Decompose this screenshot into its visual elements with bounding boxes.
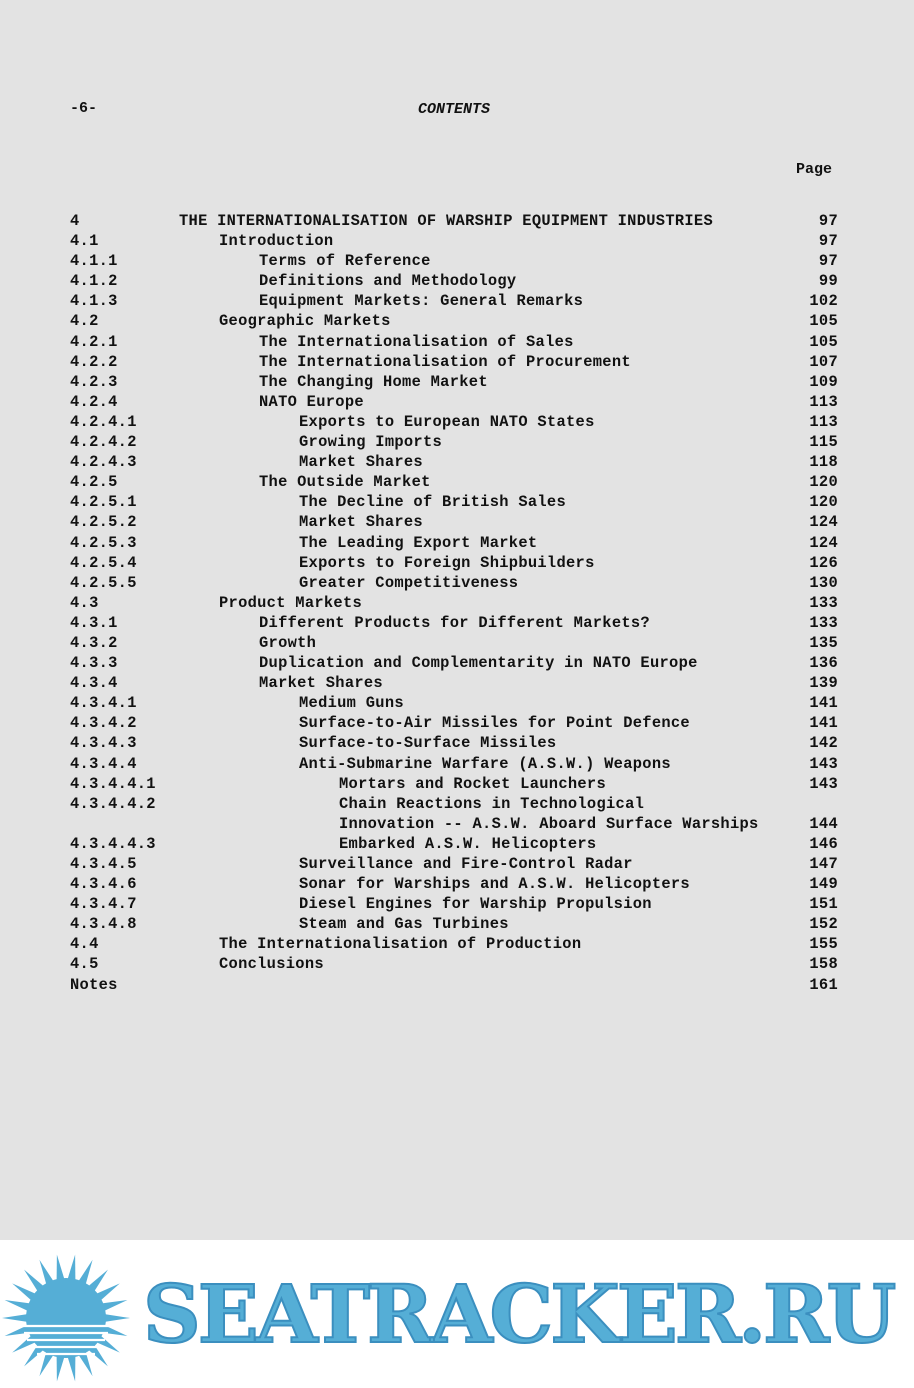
toc-section-number: 4.3.4.4.2 bbox=[70, 794, 156, 813]
toc-section-number: 4.2.5.1 bbox=[70, 493, 137, 512]
toc-section-title: Growth bbox=[259, 633, 317, 652]
toc-page-number: 141 bbox=[809, 714, 838, 733]
toc-entry bbox=[0, 412, 914, 432]
toc-section-number: 4.3.2 bbox=[70, 633, 118, 652]
toc-section-title: Greater Competitiveness bbox=[299, 573, 519, 592]
toc-entry bbox=[0, 954, 914, 974]
toc-entry bbox=[0, 733, 914, 753]
toc-section-title: Market Shares bbox=[299, 513, 423, 532]
toc-section-number: 4.1.1 bbox=[70, 252, 118, 271]
toc-section-title: The Outside Market bbox=[259, 473, 431, 492]
toc-entry bbox=[0, 633, 914, 653]
toc-page-number: 97 bbox=[818, 232, 838, 251]
toc-page-number: 135 bbox=[809, 633, 838, 652]
toc-entry bbox=[0, 553, 914, 573]
toc-section-number: 4.1 bbox=[70, 232, 99, 251]
toc-entry bbox=[0, 392, 914, 412]
page-title: CONTENTS bbox=[418, 101, 491, 118]
toc-page-number: 146 bbox=[809, 834, 838, 853]
toc-section-title: Market Shares bbox=[259, 674, 383, 693]
toc-section-title: Sonar for Warships and A.S.W. Helicopters bbox=[299, 875, 690, 894]
toc-entry bbox=[0, 653, 914, 673]
toc-entry bbox=[0, 231, 914, 251]
toc-page-number: 139 bbox=[809, 674, 838, 693]
toc-entry bbox=[0, 834, 914, 854]
toc-section-number: 4.3.4.3 bbox=[70, 734, 137, 753]
toc-section-number: 4.5 bbox=[70, 955, 99, 974]
toc-entry bbox=[0, 452, 914, 472]
toc-page-number: 107 bbox=[809, 352, 838, 371]
toc-section-number: 4.2.5 bbox=[70, 473, 118, 492]
toc-section-number: 4.3 bbox=[70, 593, 99, 612]
toc-entry bbox=[0, 512, 914, 532]
toc-section-number: 4.1.3 bbox=[70, 292, 118, 311]
toc-entry bbox=[0, 854, 914, 874]
toc-section-number: 4.4 bbox=[70, 935, 99, 954]
toc-section-number: 4.2.5.3 bbox=[70, 533, 137, 552]
toc-section-title: Geographic Markets bbox=[219, 312, 391, 331]
toc-page-number: 105 bbox=[809, 312, 838, 331]
toc-section-title: Chain Reactions in Technological bbox=[339, 794, 645, 813]
toc-page-number: 143 bbox=[809, 754, 838, 773]
toc-section-number: 4.2.3 bbox=[70, 372, 118, 391]
toc-section-title: Conclusions bbox=[219, 955, 324, 974]
toc-entry bbox=[0, 914, 914, 934]
toc-entry bbox=[0, 352, 914, 372]
toc-entry bbox=[0, 814, 914, 834]
toc-section-title: The Decline of British Sales bbox=[299, 493, 567, 512]
toc-section-number: 4.2 bbox=[70, 312, 99, 331]
toc-page-number: 118 bbox=[809, 453, 838, 472]
toc-page-number: 161 bbox=[809, 975, 838, 994]
toc-page-number: 136 bbox=[809, 654, 838, 673]
toc-section-title: The Changing Home Market bbox=[259, 372, 488, 391]
toc-section-title: The Leading Export Market bbox=[299, 533, 538, 552]
toc-page-number: 97 bbox=[818, 252, 838, 271]
toc-section-number: 4.3.1 bbox=[70, 613, 118, 632]
toc-page-number: 109 bbox=[809, 372, 838, 391]
toc-entry bbox=[0, 533, 914, 553]
toc-entry bbox=[0, 874, 914, 894]
sun-ray bbox=[2, 1314, 28, 1322]
toc-entry bbox=[0, 774, 914, 794]
toc-section-title: Surface-to-Air Missiles for Point Defence bbox=[299, 714, 690, 733]
toc-section-number: 4.3.4.4.3 bbox=[70, 834, 156, 853]
toc-entry bbox=[0, 271, 914, 291]
toc-section-title: Embarked A.S.W. Helicopters bbox=[339, 834, 597, 853]
toc-entry bbox=[0, 613, 914, 633]
toc-page-number: 151 bbox=[809, 895, 838, 914]
toc-page-number: 155 bbox=[809, 935, 838, 954]
toc-section-number: 4.3.4.8 bbox=[70, 915, 137, 934]
toc-section-number: 4.2.4.2 bbox=[70, 433, 137, 452]
toc-section-number: 4.3.4.1 bbox=[70, 694, 137, 713]
toc-section-number: 4.3.4.2 bbox=[70, 714, 137, 733]
sun-ray bbox=[67, 1255, 75, 1282]
toc-page-number: 158 bbox=[809, 955, 838, 974]
toc-section-number: 4.3.3 bbox=[70, 654, 118, 673]
toc-entry bbox=[0, 573, 914, 593]
toc-entry bbox=[0, 673, 914, 693]
sun-logo-icon bbox=[0, 1254, 140, 1382]
toc-section-title: Terms of Reference bbox=[259, 252, 431, 271]
toc-section-number: 4.2.4 bbox=[70, 392, 118, 411]
page-number: -6- bbox=[70, 100, 98, 117]
toc-section-number: 4.2.1 bbox=[70, 332, 118, 351]
toc-page-number: 97 bbox=[818, 212, 838, 230]
toc-entry bbox=[0, 291, 914, 311]
toc-section-title: Duplication and Complementarity in NATO Europe bbox=[259, 654, 698, 673]
toc-section-title: Medium Guns bbox=[299, 694, 404, 713]
sun-ray bbox=[67, 1355, 75, 1382]
toc-page-number: 133 bbox=[809, 593, 838, 612]
sun-ray bbox=[57, 1255, 65, 1282]
toc-page-number: 144 bbox=[809, 814, 838, 833]
page-column-heading: Page bbox=[796, 161, 833, 178]
toc-section-number: 4.3.4.4 bbox=[70, 754, 137, 773]
toc-section-title: NATO Europe bbox=[259, 392, 364, 411]
toc-entry bbox=[0, 934, 914, 954]
toc-section-title: Exports to European NATO States bbox=[299, 412, 595, 431]
toc-section-number: 4.2.2 bbox=[70, 352, 118, 371]
toc-section-title: Product Markets bbox=[219, 593, 363, 612]
toc-section-title: Introduction bbox=[219, 232, 334, 251]
toc-section-number: 4.2.5.4 bbox=[70, 553, 137, 572]
toc-page-number: 149 bbox=[809, 875, 838, 894]
toc-page-number: 152 bbox=[809, 915, 838, 934]
toc-page-number: 141 bbox=[809, 694, 838, 713]
table-of-contents bbox=[0, 211, 914, 995]
toc-section-number: 4.3.4.5 bbox=[70, 855, 137, 873]
toc-section-number: 4 bbox=[70, 212, 80, 230]
toc-section-number: Notes bbox=[70, 975, 118, 994]
toc-entry bbox=[0, 311, 914, 331]
toc-page-number: 142 bbox=[809, 734, 838, 753]
toc-page-number: 147 bbox=[809, 855, 838, 873]
toc-section-number: 4.3.4.4.1 bbox=[70, 774, 156, 793]
toc-page-number: 124 bbox=[809, 513, 838, 532]
toc-entry bbox=[0, 492, 914, 512]
watermark-banner bbox=[0, 1240, 914, 1388]
toc-entry bbox=[0, 432, 914, 452]
toc-entry bbox=[0, 794, 914, 814]
toc-entry bbox=[0, 251, 914, 271]
toc-section-number: 4.2.4.1 bbox=[70, 412, 137, 431]
toc-entry bbox=[0, 211, 914, 231]
toc-section-title: Diesel Engines for Warship Propulsion bbox=[299, 895, 652, 914]
toc-page-number: 115 bbox=[809, 433, 838, 452]
toc-entry bbox=[0, 372, 914, 392]
toc-entry bbox=[0, 693, 914, 713]
toc-section-title: The Internationalisation of Sales bbox=[259, 332, 574, 351]
toc-section-number: 4.1.2 bbox=[70, 272, 118, 291]
toc-section-title: Innovation -- A.S.W. Aboard Surface Warships bbox=[339, 814, 759, 833]
toc-section-title: The Internationalisation of Procurement bbox=[259, 352, 631, 371]
toc-section-title: THE INTERNATIONALISATION OF WARSHIP EQUIPMENT INDUSTRIES bbox=[179, 212, 714, 230]
toc-entry bbox=[0, 332, 914, 352]
toc-entry bbox=[0, 894, 914, 914]
toc-section-title: The Internationalisation of Production bbox=[219, 935, 582, 954]
toc-section-title: Market Shares bbox=[299, 453, 423, 472]
toc-page-number: 105 bbox=[809, 332, 838, 351]
toc-section-title: Different Products for Different Markets? bbox=[259, 613, 650, 632]
toc-page-number: 120 bbox=[809, 473, 838, 492]
toc-page-number: 113 bbox=[809, 392, 838, 411]
toc-page-number: 130 bbox=[809, 573, 838, 592]
toc-page-number: 126 bbox=[809, 553, 838, 572]
toc-page-number: 120 bbox=[809, 493, 838, 512]
toc-section-title: Growing Imports bbox=[299, 433, 443, 452]
toc-section-title: Mortars and Rocket Launchers bbox=[339, 774, 607, 793]
toc-section-number: 4.3.4.7 bbox=[70, 895, 137, 914]
watermark-text: SEATRACKER.RU bbox=[143, 1267, 894, 1361]
toc-page-number: 113 bbox=[809, 412, 838, 431]
toc-section-title: Surveillance and Fire-Control Radar bbox=[299, 855, 633, 873]
toc-entry bbox=[0, 975, 914, 995]
sun-ray bbox=[104, 1314, 130, 1322]
toc-page-number: 99 bbox=[818, 272, 838, 291]
toc-section-title: Steam and Gas Turbines bbox=[299, 915, 509, 934]
toc-section-title: Exports to Foreign Shipbuilders bbox=[299, 553, 595, 572]
toc-entry bbox=[0, 713, 914, 733]
toc-section-number: 4.3.4.6 bbox=[70, 875, 137, 894]
toc-entry bbox=[0, 593, 914, 613]
toc-page-number: 124 bbox=[809, 533, 838, 552]
toc-section-title: Definitions and Methodology bbox=[259, 272, 517, 291]
toc-section-title: Surface-to-Surface Missiles bbox=[299, 734, 557, 753]
toc-section-number: 4.2.5.2 bbox=[70, 513, 137, 532]
toc-section-number: 4.2.5.5 bbox=[70, 573, 137, 592]
toc-section-number: 4.3.4 bbox=[70, 674, 118, 693]
toc-page-number: 143 bbox=[809, 774, 838, 793]
toc-section-title: Equipment Markets: General Remarks bbox=[259, 292, 584, 311]
toc-page-number: 102 bbox=[809, 292, 838, 311]
toc-entry bbox=[0, 754, 914, 774]
sun-ray bbox=[57, 1355, 65, 1382]
toc-section-number: 4.2.4.3 bbox=[70, 453, 137, 472]
toc-entry bbox=[0, 472, 914, 492]
toc-section-title: Anti-Submarine Warfare (A.S.W.) Weapons bbox=[299, 754, 671, 773]
toc-page-number: 133 bbox=[809, 613, 838, 632]
